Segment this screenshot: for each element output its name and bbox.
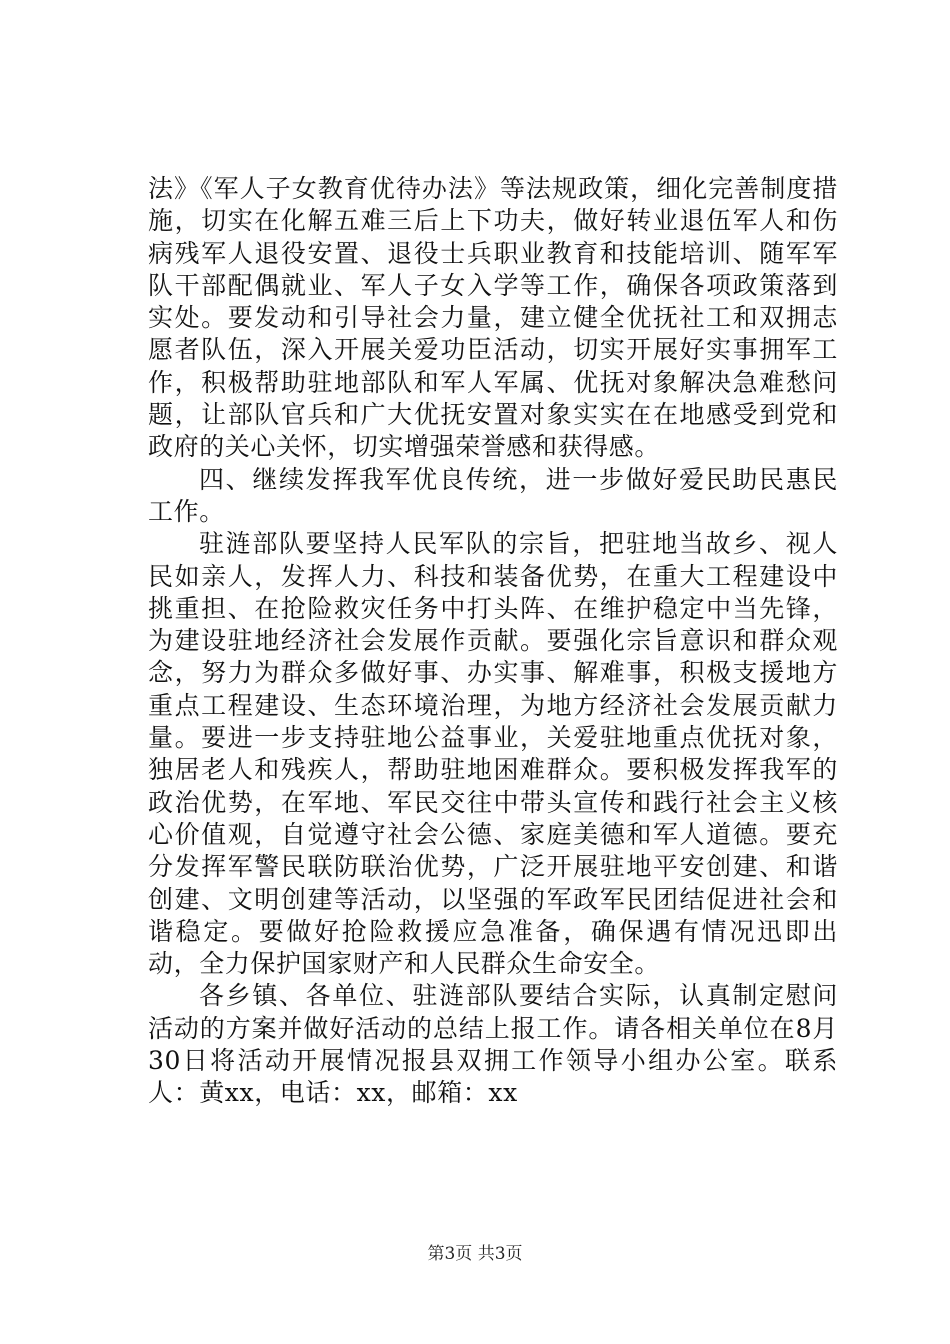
paragraph-continued: 法》《军人子女教育优待办法》等法规政策，细化完善制度措施，切实在化解五难三后上下功夫，做好转业退伍军人和伤病残军人退役安置、退役士兵职业教育和技能培训、随军军队干部配偶就业、军人子女入学等工作，确保各项政策落到实处。要发动和引导社会力量，建立健全优抚社工和双拥志愿者队伍，深入开展关爱功臣活动，切实开展好实事拥军工作，积极帮助驻地部队和军人军属、优抚对象解决急难愁问题，让部队官兵和广大优抚安置对象实实在在地感受到党和政府的关心关怀，切实增强荣誉感和获得感。: [148, 174, 838, 462]
closing-paragraph: 各乡镇、各单位、驻涟部队要结合实际，认真制定慰问活动的方案并做好活动的总结上报工作。请各相关单位在8月30日将活动开展情况报县双拥工作领导小组办公室。联系人：黄xx，电话：xx，邮箱：xx: [148, 981, 838, 1108]
section-4-heading: 四、继续发挥我军优良传统，进一步做好爱民助民惠民工作。: [148, 464, 838, 526]
document-body: [148, 173, 838, 1110]
section-4-body: 驻涟部队要坚持人民军队的宗旨，把驻地当故乡、视人民如亲人，发挥人力、科技和装备优势，在重大工程建设中挑重担、在抢险救灾任务中打头阵、在维护稳定中当先锋，为建设驻地经济社会发展作贡献。要强化宗旨意识和群众观念，努力为群众多做好事、办实事、解难事，积极支援地方重点工程建设、生态环境治理，为地方经济社会发展贡献力量。要进一步支持驻地公益事业，关爱驻地重点优抚对象，独居老人和残疾人，帮助驻地困难群众。要积极发挥我军的政治优势，在军地、军民交往中带头宣传和践行社会主义核心价值观，自觉遵守社会公德、家庭美德和军人道德。要充分发挥军警民联防联治优势，广泛开展驻地平安创建、和谐创建、文明创建等活动，以坚强的军政军民团结促进社会和谐稳定。要做好抢险救援应急准备，确保遇有情况迅即出动，全力保护国家财产和人民群众生命安全。: [148, 529, 838, 979]
page-number-footer: 第3页 共3页: [427, 1244, 523, 1264]
